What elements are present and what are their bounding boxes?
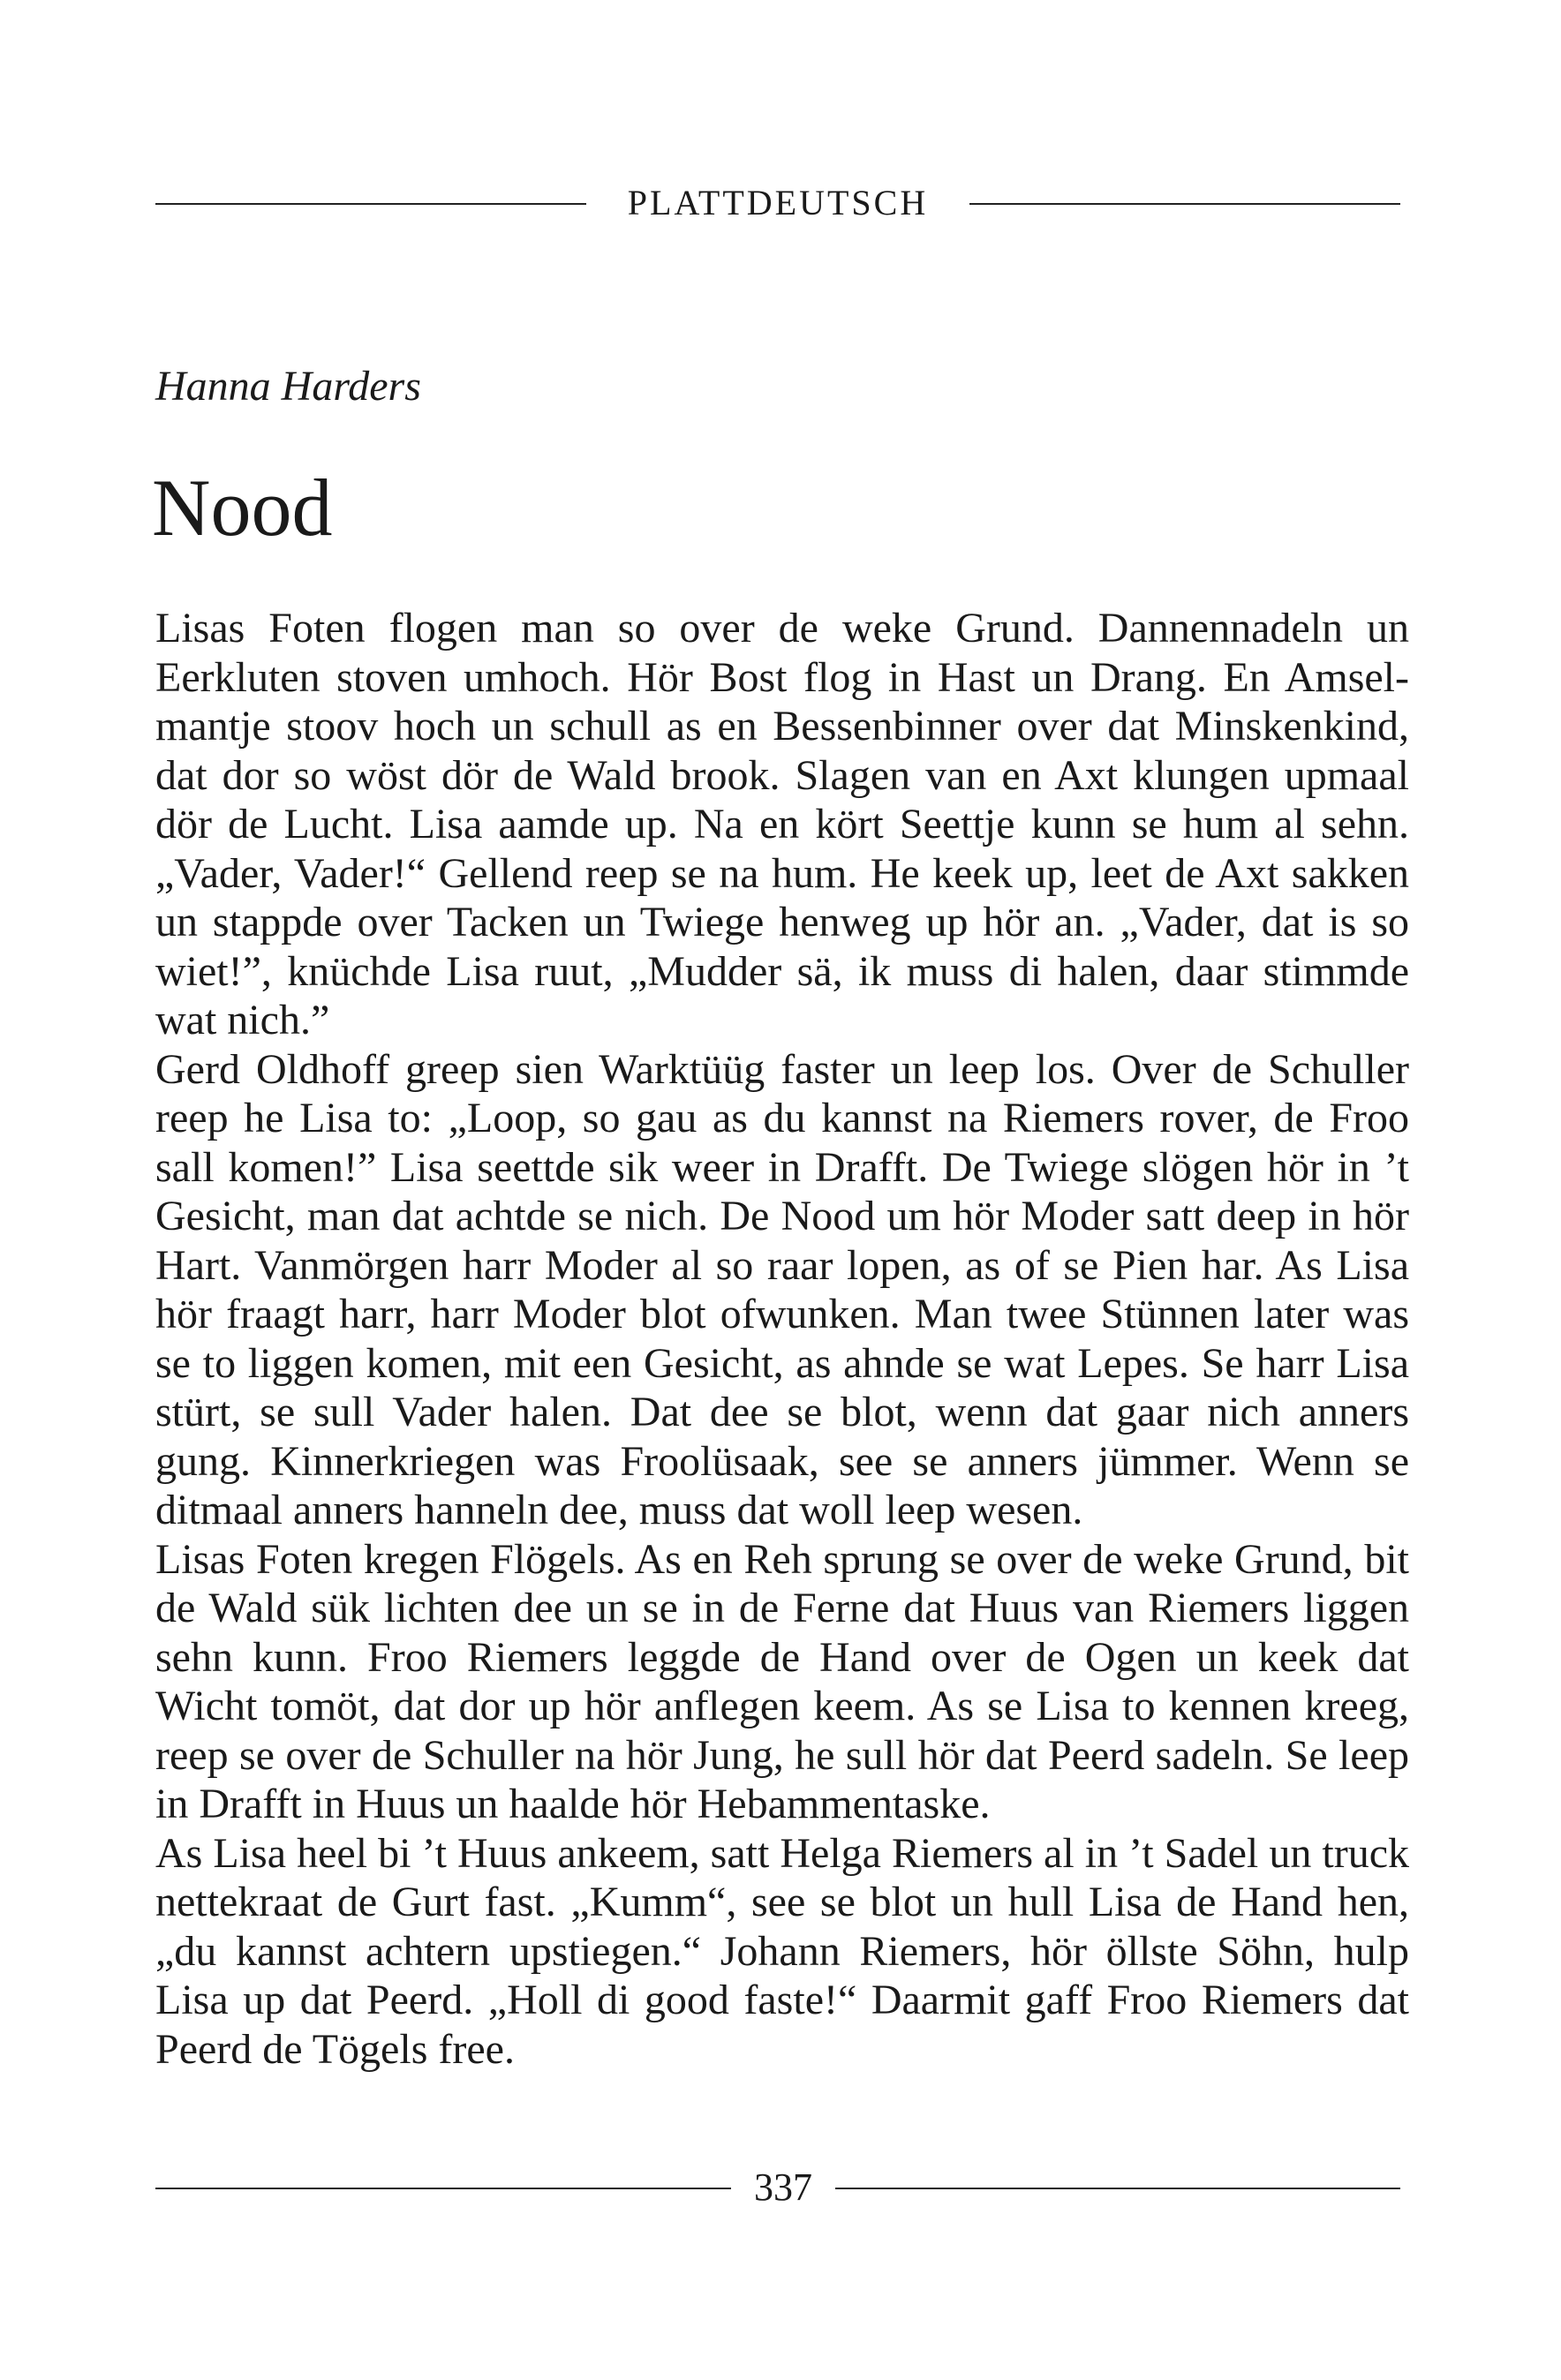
footer-rule-right	[835, 2188, 1400, 2189]
paragraph: Lisas Foten flogen man so over de weke Grund. Dannennadeln un Eerkluten stoven umhoch. Hör Bost flog in Hast un Drang. En Amselmantje stoov hoch un schull as en Bessenbinner over dat Minskenkind, dat dor so wöst dör de Wald brook. Slagen van en Axt klungen upmaal dör de Lucht. Lisa aamde up. Na en kört Seettje kunn se hum al sehn. „Vader, Vader!“ Gellend reep se na hum. He keek up, leet de Axt sakken un stappde over Tacken un Twiege henweg up hör an. „Vader, dat is so wiet!”, knüchde Lisa ruut, „Mudder sä, ik muss di halen, daar stimmde wat nich.”	[155, 605, 1409, 1043]
author-name: Hanna Harders	[155, 363, 421, 410]
footer-rule-left	[155, 2188, 731, 2189]
header-rule-left	[155, 203, 586, 205]
header-rule-right	[969, 203, 1400, 205]
story-body	[155, 604, 1409, 2074]
running-header	[0, 177, 1561, 230]
paragraph: As Lisa heel bi ’t Huus ankeem, satt Helga Riemers al in ’t Sadel un truck nettekraat de Gurt fast. „Kumm“, see se blot un hull Lisa de Hand hen, „du kannst achtern upstiegen.“ Johann Riemers, hör öllste Söhn, hulp Lisa up dat Peerd. „Holl di good faste!“ Daarmit gaff Froo Riemers dat Peerd de Tögels free.	[155, 1829, 1409, 2073]
paragraph: Lisas Foten kregen Flögels. As en Reh sprung se over de weke Grund, bit de Wald sük lichten dee un se in de Ferne dat Huus van Riemers liggen sehn kunn. Froo Riemers leggde de Hand over de Ogen un keek dat Wicht tomöt, dat dor up hör anflegen keem. As se Lisa to kennen kreeg, reep se over de Schuller na hör Jung, he sull hör dat Peerd sadeln. Se leep in Drafft in Huus un haalde hör Hebammentaske.	[155, 1535, 1409, 1827]
story-title: Nood	[152, 463, 333, 553]
paragraph: Gerd Oldhoff greep sien Warktüüg faster un leep los. Over de Schuller reep he Lisa to: „Loop, so gau as du kannst na Riemers rover, de Froo sall komen!” Lisa seettde sik weer in Drafft. De Twiege slögen hör in ’t Gesicht, man dat achtde se nich. De Nood um hör Moder satt deep in hör Hart. Vanmörgen harr Moder al so raar lopen, as of se Pien har. As Lisa hör fraagt harr, harr Moder blot ofwunken. Man twee Stünnen later was se to liggen komen, mit een Gesicht, as ahnde se wat Lepes. Se harr Lisa stürt, se sull Vader halen. Dat dee se blot, wenn dat gaar nich anners gung. Kinnerkriegen was Froolüsaak, see se anners jümmer. Wenn se ditmaal anners hanneln dee, muss dat woll leep wesen.	[155, 1045, 1409, 1533]
page-number: 337	[754, 2165, 812, 2209]
page-footer	[0, 2165, 1561, 2218]
running-title: PLATTDEUTSCH	[627, 183, 929, 222]
